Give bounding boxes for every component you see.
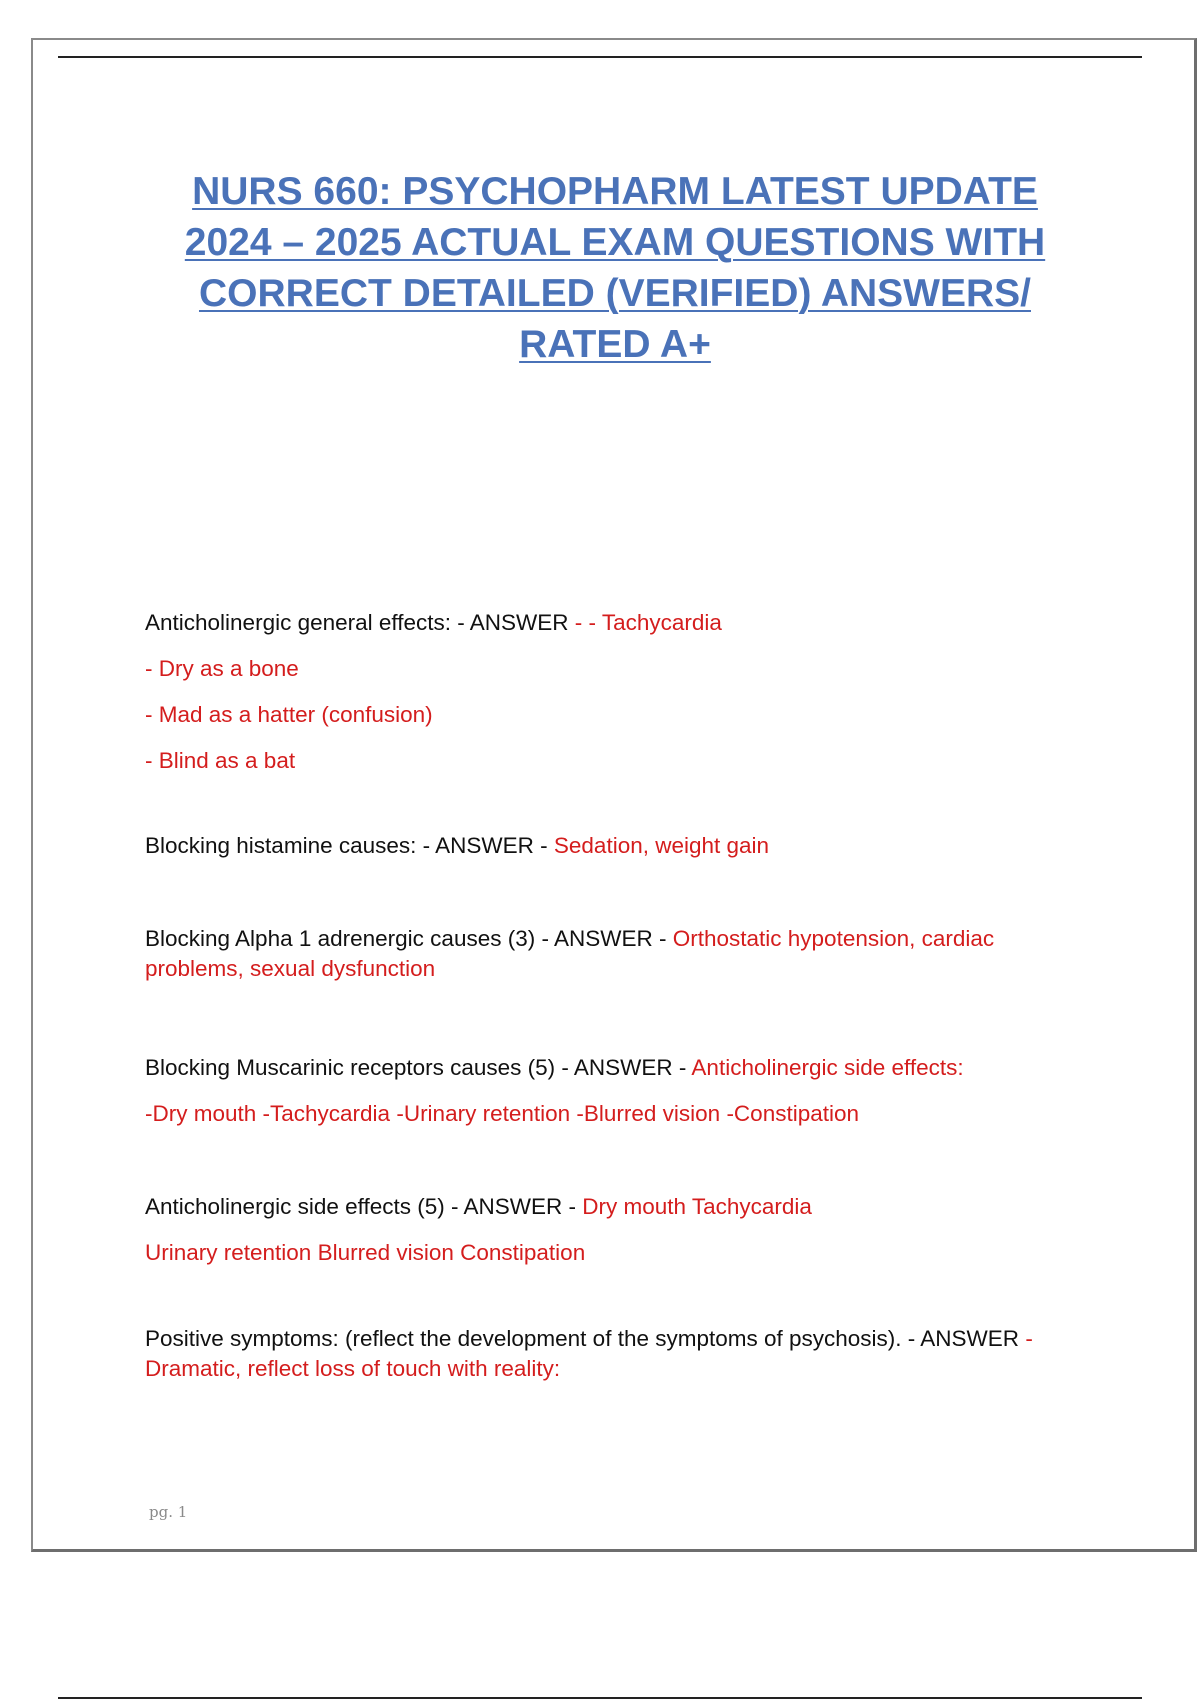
question-text: Anticholinergic side effects (5) - ANSWER - [145,1194,583,1219]
answer-text: Dry mouth Tachycardia [582,1194,812,1219]
qa-item [145,1184,1095,1276]
answer-line: - Blind as a bat [145,748,296,773]
title-line-4: RATED A+ [519,323,711,366]
title-line-3: CORRECT DETAILED (VERIFIED) ANSWERS/ [198,272,1031,315]
footer-rule [58,1697,1142,1699]
answer-line: - Mad as a hatter (confusion) [145,702,433,727]
title-line-2: 2024 – 2025 ACTUAL EXAM QUESTIONS WITH [184,221,1046,264]
page-number: pg. 1 [149,1503,188,1521]
answer-text: - - Tachycardia [568,610,722,635]
question-text: Blocking Alpha 1 adrenergic causes (3) - ANSWER - [145,926,673,951]
answer-line: -Dry mouth -Tachycardia -Urinary retention -Blurred vision -Constipation [145,1101,860,1126]
answer-line: Urinary retention Blurred vision Constipation [145,1240,586,1265]
qa-item [145,924,1095,984]
answer-text: Orthostatic hypotension, cardiac problems, sexual dysfunction [145,926,995,981]
answer-line: - Dry as a bone [145,656,299,681]
answer-text: - Dramatic, reflect loss of touch with reality: [145,1326,1033,1381]
document-title [130,166,1100,370]
qa-item [145,1045,1095,1137]
question-text: Blocking Muscarinic receptors causes (5) - ANSWER - [145,1055,692,1080]
question-text: Positive symptoms: (reflect the development of the symptoms of psychosis). - ANSWER [145,1326,1026,1351]
qa-item [145,1324,1095,1384]
question-text: Blocking histamine causes: - ANSWER - [145,833,554,858]
qa-item [145,600,1095,784]
header-rule [58,56,1142,58]
title-line-1: NURS 660: PSYCHOPHARM LATEST UPDATE [192,170,1038,213]
answer-text: Sedation, weight gain [553,833,770,858]
qa-item [145,831,1095,861]
question-text: Anticholinergic general effects: - ANSWER [145,610,569,635]
answer-text: Anticholinergic side effects: [691,1055,964,1080]
